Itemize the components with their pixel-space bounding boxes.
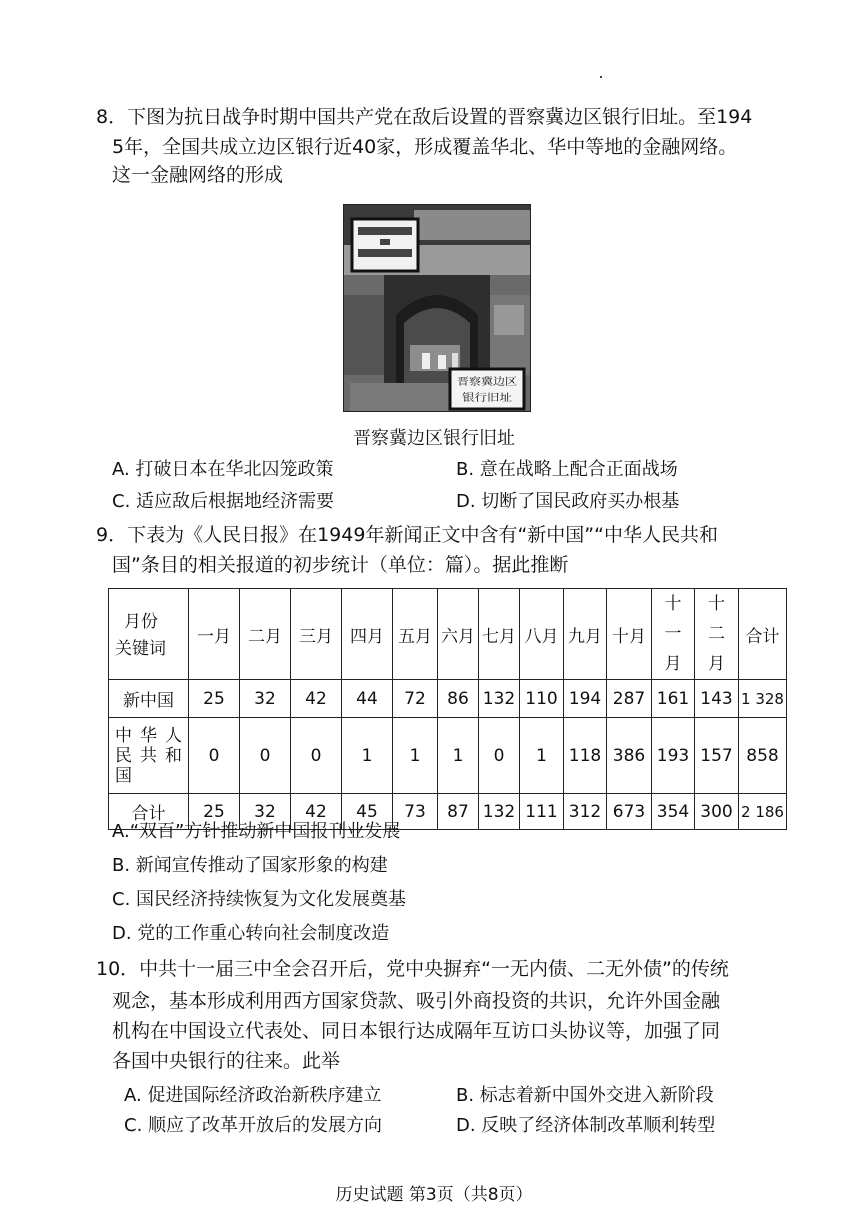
table-cell: 45	[342, 794, 393, 830]
table-cell: 300	[695, 794, 739, 830]
page-footer: 历史试题 第3页（共8页）	[335, 1185, 533, 1205]
month-header: 八月	[520, 589, 564, 680]
table-cell: 42	[291, 680, 342, 718]
table-cell: 44	[342, 680, 393, 718]
month-header: 十月	[607, 589, 652, 680]
table-cell: 312	[564, 794, 607, 830]
month-header: 十二月	[695, 589, 739, 680]
table-cell: 161	[652, 680, 695, 718]
q9-stem-line-1: 9．下表为《人民日报》在1949年新闻正文中含有“新中国”“中华人民共和	[96, 524, 718, 546]
month-header: 九月	[564, 589, 607, 680]
row-label: 合计	[109, 794, 189, 830]
table-cell: 0	[189, 718, 240, 794]
month-header: 六月	[438, 589, 479, 680]
q10-stem-line-4: 各国中央银行的往来。此举	[112, 1050, 341, 1072]
month-header: 一月	[189, 589, 240, 680]
table-row	[109, 718, 787, 794]
table-cell: 143	[695, 680, 739, 718]
q10-option-b: B. 标志着新中国外交进入新阶段	[456, 1085, 714, 1106]
table-cell: 0	[479, 718, 520, 794]
table-cell: 2 186	[739, 794, 787, 830]
month-header: 七月	[479, 589, 520, 680]
bank-site-photo-drawing	[344, 205, 530, 411]
table-cell: 110	[520, 680, 564, 718]
table-cell: 86	[438, 680, 479, 718]
table-cell: 25	[189, 794, 240, 830]
table-cell: 354	[652, 794, 695, 830]
corner-label-month: 月份	[124, 612, 158, 632]
q8-stem-line-3: 这一金融网络的形成	[112, 164, 284, 186]
q8-option-a: A. 打破日本在华北囚笼政策	[112, 459, 334, 480]
table-row	[109, 680, 787, 718]
q9-option-c: C. 国民经济持续恢复为文化发展奠基	[112, 889, 407, 910]
table-cell: 25	[189, 680, 240, 718]
q10-stem-line-3: 机构在中国设立代表处、同日本银行达成隔年互访口头协议等，加强了同	[112, 1020, 721, 1042]
q9-stem-line-2: 国”条目的相关报道的初步统计（单位：篇）。据此推断	[112, 554, 569, 576]
table-cell: 132	[479, 680, 520, 718]
q10-stem-line-1: 10．中共十一届三中全会召开后，党中央摒弃“一无内债、二无外债”的传统	[96, 958, 729, 980]
table-corner-cell	[109, 589, 189, 680]
q9-option-d: D. 党的工作重心转向社会制度改造	[112, 923, 390, 944]
table-cell: 1	[393, 718, 438, 794]
q8-option-b: B. 意在战略上配合正面战场	[456, 459, 678, 480]
q8-option-c: C. 适应敌后根据地经济需要	[112, 491, 335, 512]
table-cell: 287	[607, 680, 652, 718]
table-cell: 111	[520, 794, 564, 830]
table-cell: 157	[695, 718, 739, 794]
photo-sign-text: 晋察冀边区	[457, 377, 507, 388]
svg-text:银行旧址: 银行旧址	[462, 393, 502, 404]
photo-caption: 晋察冀边区银行旧址	[353, 428, 515, 449]
table-cell: 87	[438, 794, 479, 830]
table-cell: 0	[240, 718, 291, 794]
table-cell: 42	[291, 794, 342, 830]
q10-option-d: D. 反映了经济体制改革顺利转型	[456, 1115, 716, 1136]
table-cell: 118	[564, 718, 607, 794]
row-label: 中华人民共和国	[109, 718, 189, 794]
q10-option-a: A. 促进国际经济政治新秩序建立	[124, 1085, 382, 1106]
table-cell: 32	[240, 794, 291, 830]
q10-option-c: C. 顺应了改革开放后的发展方向	[124, 1115, 383, 1136]
table-header-row	[109, 589, 787, 680]
table-cell: 132	[479, 794, 520, 830]
q8-option-d: D. 切断了国民政府买办根基	[456, 491, 680, 512]
bank-site-photo	[343, 204, 531, 412]
month-header: 十一月	[652, 589, 695, 680]
month-header: 二月	[240, 589, 291, 680]
stats-table	[108, 588, 787, 830]
table-cell: 386	[607, 718, 652, 794]
month-header: 三月	[291, 589, 342, 680]
row-label: 新中国	[109, 680, 189, 718]
table-cell: 1	[342, 718, 393, 794]
table-cell: 194	[564, 680, 607, 718]
q9-option-b: B. 新闻宣传推动了国家形象的构建	[112, 855, 388, 876]
table-cell: 673	[607, 794, 652, 830]
table-cell: 73	[393, 794, 438, 830]
q9-option-a: A.“双百”方针推动新中国报刊业发展	[112, 821, 401, 842]
table-cell: 858	[739, 718, 787, 794]
corner-label-keyword: 关键词	[115, 639, 166, 659]
speck	[600, 76, 602, 78]
table-cell: 32	[240, 680, 291, 718]
table-cell: 193	[652, 718, 695, 794]
q8-stem-line-1: 8．下图为抗日战争时期中国共产党在敌后设置的晋察冀边区银行旧址。至194	[96, 106, 753, 128]
table-cell: 1	[520, 718, 564, 794]
table-cell: 0	[291, 718, 342, 794]
q10-stem-line-2: 观念，基本形成利用西方国家贷款、吸引外商投资的共识，允许外国金融	[112, 990, 721, 1012]
month-header: 四月	[342, 589, 393, 680]
month-header-total: 合计	[739, 589, 787, 680]
table-cell: 72	[393, 680, 438, 718]
q8-stem-line-2: 5年，全国共成立边区银行近40家，形成覆盖华北、华中等地的金融网络。	[112, 136, 738, 158]
table-cell: 1	[438, 718, 479, 794]
table-cell: 1 328	[739, 680, 787, 718]
month-header: 五月	[393, 589, 438, 680]
